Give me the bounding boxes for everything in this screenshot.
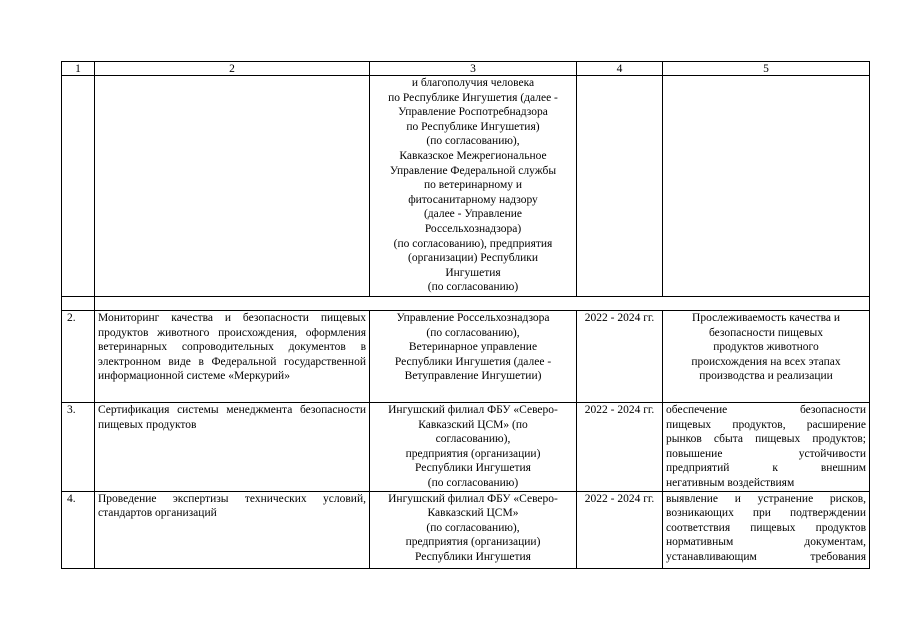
- result-line: нормативным документам,: [666, 536, 866, 549]
- result-line: возникающих при подтверждении: [666, 507, 866, 520]
- executor-line: по Республике Ингушетия): [406, 120, 540, 133]
- executor-line: Республики Ингушетия (далее -: [394, 355, 552, 368]
- column-number-header-row: [62, 62, 870, 76]
- executor-line: Республики Ингушетия: [415, 462, 531, 475]
- continuation-num-cell: [62, 76, 95, 297]
- result-cell: [663, 403, 870, 492]
- measure-cell: Сертификация системы менеджмента безопасности пищевых продуктов: [95, 403, 370, 492]
- continuation-result-cell: [663, 76, 870, 297]
- executor-line: по Республике Ингушетия (далее -: [388, 91, 558, 104]
- executor-line: Кавказский ЦСМ»: [427, 507, 519, 520]
- col-number-5: 5: [663, 62, 870, 76]
- executor-line: Управление Федеральной службы: [389, 164, 557, 177]
- table-row: [62, 311, 870, 403]
- executor-line: (организации) Республики: [408, 252, 538, 265]
- executors-cell: [370, 491, 577, 568]
- measure-cell: Проведение экспертизы технических условий, стандартов организаций: [95, 491, 370, 568]
- result-line: выявление и устранение рисков,: [666, 492, 866, 505]
- table-row: [62, 403, 870, 492]
- executor-line: (по согласованию),: [426, 521, 520, 534]
- executor-line: (далее - Управление: [423, 208, 523, 221]
- executor-line: (по согласованию): [427, 476, 519, 489]
- executors-cell: [370, 311, 577, 403]
- result-line: соответствия пищевых продуктов: [666, 521, 866, 534]
- executor-line: Кавказское Межрегиональное: [399, 149, 547, 162]
- continuation-measure-cell: [95, 76, 370, 297]
- period-cell: 2022 - 2024 гг.: [577, 491, 663, 568]
- executor-line: Ингушетия: [445, 266, 501, 279]
- table-row: [62, 491, 870, 568]
- result-cell: [663, 311, 870, 403]
- measures-table: [61, 61, 870, 569]
- row-number: 4.: [62, 491, 95, 568]
- result-line: обеспечение безопасности: [666, 404, 866, 416]
- continuation-row: [62, 76, 870, 297]
- result-line: продуктов животного: [713, 341, 819, 354]
- executor-line: (по согласованию),: [426, 135, 520, 148]
- measure-cell: Мониторинг качества и безопасности пищевых продуктов животного происхождения, оформления ветеринарных сопроводительных документов в электронном виде в Федеральной государственной информационной системе «Меркурий»: [95, 311, 370, 403]
- result-line: рынков сбыта пищевых продуктов;: [666, 433, 866, 446]
- row-number: 3.: [62, 403, 95, 492]
- executor-line: (по согласованию),: [426, 326, 520, 339]
- executor-line: согласованию),: [435, 433, 511, 446]
- executor-line: Управление Роспотребнадзора: [398, 106, 548, 119]
- result-line: происхождения на всех этапах: [691, 355, 841, 368]
- result-line: безопасности пищевых: [708, 326, 824, 339]
- result-line: негативным воздействиям: [666, 476, 795, 489]
- executor-line: предприятия (организации): [405, 536, 541, 549]
- executor-line: по ветеринарному и: [423, 179, 523, 192]
- blank-cell: [62, 297, 95, 311]
- executor-line: (по согласованию): [427, 281, 519, 294]
- executor-line: фитосанитарному надзору: [408, 193, 538, 206]
- executor-line: Управление Россельхознадзора: [396, 312, 550, 324]
- executor-line: и благополучия человека: [411, 77, 535, 89]
- result-line: устанавливающим требования: [666, 550, 866, 563]
- result-line: производства и реализации: [699, 370, 833, 383]
- result-line: пищевых продуктов, расширение: [666, 418, 866, 431]
- blank-row: [62, 297, 870, 311]
- executor-line: Ветеринарное управление: [408, 341, 538, 354]
- executor-line: Кавказский ЦСМ» (по: [418, 418, 528, 431]
- result-line: Прослеживаемость качества и: [692, 312, 840, 324]
- executor-line: Республики Ингушетия: [415, 550, 531, 563]
- result-line: предприятий к внешним: [666, 462, 866, 475]
- col-number-4: 4: [577, 62, 663, 76]
- executor-line: предприятия (организации): [405, 447, 541, 460]
- col-number-3: 3: [370, 62, 577, 76]
- period-cell: 2022 - 2024 гг.: [577, 403, 663, 492]
- executor-line: Ингушский филиал ФБУ «Северо-: [388, 492, 558, 505]
- result-cell: [663, 491, 870, 568]
- col-number-2: 2: [95, 62, 370, 76]
- blank-cell: [95, 297, 870, 311]
- row-number: 2.: [62, 311, 95, 403]
- executor-line: (по согласованию), предприятия: [393, 237, 553, 250]
- col-number-1: 1: [62, 62, 95, 76]
- executor-line: Ингушский филиал ФБУ «Северо-: [388, 404, 558, 416]
- executors-cell: [370, 403, 577, 492]
- continuation-period-cell: [577, 76, 663, 297]
- executor-line: Россельхознадзора): [424, 222, 522, 235]
- period-cell: 2022 - 2024 гг.: [577, 311, 663, 403]
- continuation-executors-cell: [370, 76, 577, 297]
- executor-line: Ветуправление Ингушетии): [404, 370, 542, 383]
- result-line: повышение устойчивости: [666, 447, 866, 460]
